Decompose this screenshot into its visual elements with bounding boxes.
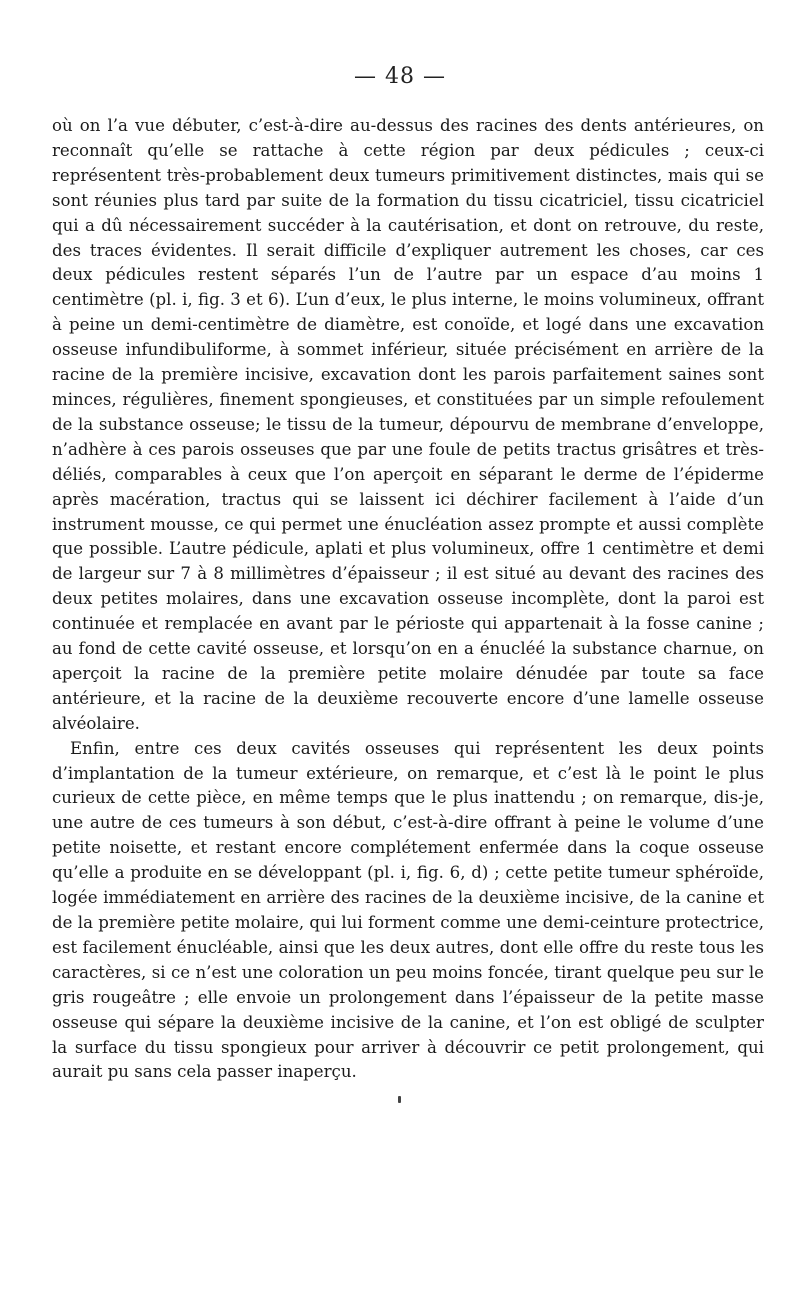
page-number: — 48 — — [354, 64, 446, 89]
body-text — [52, 114, 764, 1085]
ink-speck — [398, 1096, 401, 1103]
paragraph: où on l’a vue débuter, c’est-à-dire au-dessus des racines des dents antérieures, on reconnaît qu’elle se rattache à cette région par deux pédicules ; ceux-ci représentent très-probablement deux tumeurs primitivement distinctes, mais qui se sont réunies plus tard par suite de la formation du tissu cicatriciel, tissu cicatriciel qui a dû nécessairement succéder à la cautérisation, et dont on retrouve, du reste, des traces évidentes. Il serait difficile d’expliquer autrement les choses, car ces deux pédicules restent séparés l’un de l’autre par un espace d’au moins 1 centimètre (pl. i, fig. 3 et 6). L’un d’eux, le plus interne, le moins volumineux, offrant à peine un demi-centimètre de diamètre, est conoïde, et logé dans une excavation osseuse infundibuliforme, à sommet inférieur, située précisément en arrière de la racine de la première incisive, excavation dont les parois parfaitement saines sont minces, régulières, finement spongieuses, et constituées par un simple refoulement de la substance osseuse; le tissu de la tumeur, dépourvu de membrane d’enveloppe, n’adhère à ces parois osseuses que par une foule de petits tractus grisâtres et très-déliés, comparables à ceux que l’on aperçoit en séparant le derme de l’épiderme après macération, tractus qui se laissent ici déchirer facilement à l’aide d’un instrument mousse, ce qui permet une énucléation assez prompte et aussi complète que possible. L’autre pédicule, aplati et plus volumineux, offre 1 centimètre et demi de largeur sur 7 à 8 millimètres d’épaisseur ; il est situé au devant des racines des deux petites molaires, dans une excavation osseuse incomplète, dont la paroi est continuée et remplacée en avant par le périoste qui appartenait à la fosse canine ; au fond de cette cavité osseuse, et lorsqu’on en a énucléé la substance charnue, on aperçoit la racine de la première petite molaire dénudée par toute sa face antérieure, et la racine de la deuxième recouverte encore d’une lamelle osseuse alvéolaire. — [52, 116, 764, 733]
paragraph: Enfin, entre ces deux cavités osseuses qui représentent les deux points d’implantation de la tumeur extérieure, on remarque, et c’est là le point le plus curieux de cette pièce, en même temps que le plus inattendu ; on remarque, dis-je, une autre de ces tumeurs à son début, c’est-à-dire offrant à peine le volume d’une petite noisette, et restant encore complétement enfermée dans la coque osseuse qu’elle a produite en se développant (pl. i, fig. 6, d) ; cette petite tumeur sphéroïde, logée immédiatement en arrière des racines de la deuxième incisive, de la canine et de la première petite molaire, qui lui forment comme une demi-ceinture protectrice, est facilement énucléable, ainsi que les deux autres, dont elle offre du reste tous les caractères, si ce n’est une coloration un peu moins foncée, tirant quelque peu sur le gris rougeâtre ; elle envoie un prolongement dans l’épaisseur de la petite masse osseuse qui sépare la deuxième incisive de la canine, et l’on est obligé de sculpter la surface du tissu spongieux pour arriver à découvrir ce petit prolongement, qui aurait pu sans cela passer inaperçu. — [52, 738, 764, 1082]
